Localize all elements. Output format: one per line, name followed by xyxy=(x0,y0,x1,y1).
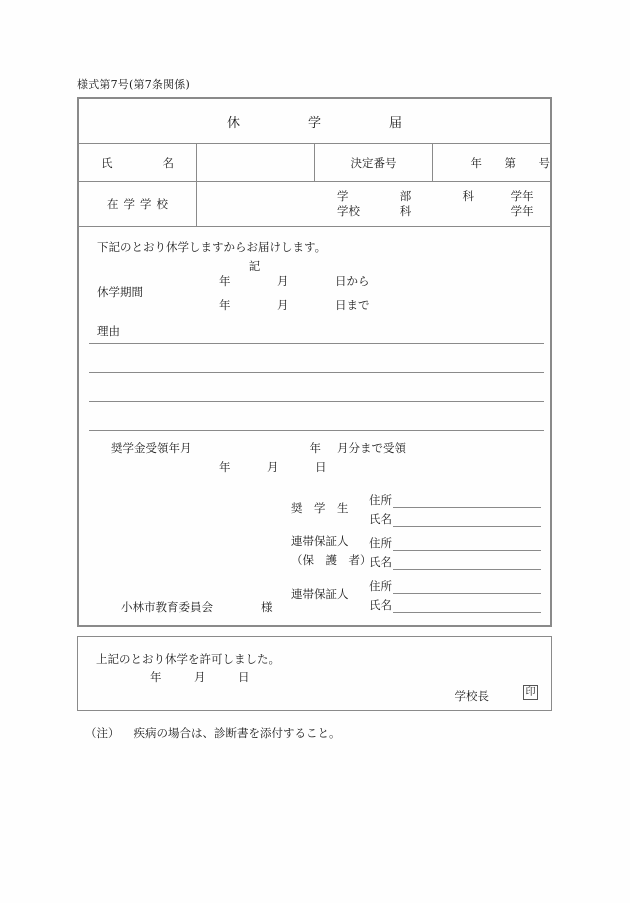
footnote-text: 疾病の場合は、診断書を添付すること。 xyxy=(133,726,341,740)
signature-fields-student xyxy=(369,489,541,527)
decision-number-format xyxy=(471,155,551,171)
body-cell xyxy=(79,227,551,626)
signature-guarantor-guardian-name-line[interactable] xyxy=(393,556,541,570)
leave-date-from[interactable] xyxy=(219,269,370,293)
leave-from-year: 年 xyxy=(219,274,231,288)
main-form-table xyxy=(77,97,552,627)
document-title: 休 学 届 xyxy=(226,115,416,131)
ki-mark: 記 xyxy=(248,259,261,273)
lead-statement: 下記のとおり休学しますからお届けします。 xyxy=(97,240,327,254)
principal-label: 学校長 xyxy=(454,689,489,703)
signature-role-guarantor-second-line1: 連帯保証人 xyxy=(291,586,349,601)
signature-role-guarantor-guardian xyxy=(291,532,372,570)
scholarship-date-row[interactable] xyxy=(219,459,327,475)
school-line2-grade: 学年 xyxy=(510,204,534,218)
signature-guarantor-second-address-label: 住所 xyxy=(369,579,392,593)
scholarship-date-year: 年 xyxy=(219,460,231,474)
signature-role-guarantor-second xyxy=(291,585,369,604)
approval-date[interactable] xyxy=(150,669,250,685)
approval-statement: 上記のとおり休学を許可しました。 xyxy=(96,652,280,666)
approval-date-month: 月 xyxy=(194,670,206,684)
scholarship-label: 奨学金受領年月 xyxy=(111,441,192,455)
signature-student-name-label: 氏名 xyxy=(369,512,392,526)
school-line1-grade: 学年 xyxy=(510,189,534,203)
approval-date-day: 日 xyxy=(238,670,250,684)
school-field-grid xyxy=(197,189,550,219)
name-label: 氏 名 xyxy=(101,155,183,170)
signature-group-guarantor-second xyxy=(291,575,541,613)
leave-from-day: 日から xyxy=(335,274,370,288)
reason-label: 理由 xyxy=(97,324,120,338)
leave-to-year: 年 xyxy=(219,298,231,312)
signature-student-name[interactable] xyxy=(369,508,541,527)
signature-guarantor-second-name[interactable] xyxy=(369,594,541,613)
signature-student-address-label: 住所 xyxy=(369,493,392,507)
name-row xyxy=(79,144,551,182)
signature-group-guarantor-guardian xyxy=(291,532,541,570)
signature-guarantor-guardian-name[interactable] xyxy=(369,551,541,570)
signature-fields-guarantor-guardian xyxy=(369,532,541,570)
addressee-row xyxy=(121,599,273,615)
signature-role-guarantor-line2: （保 護 者） xyxy=(291,553,372,567)
scholarship-year: 年 xyxy=(309,441,321,455)
signature-block xyxy=(291,489,541,618)
signature-student-name-line[interactable] xyxy=(393,513,541,527)
signature-group-student xyxy=(291,489,541,527)
decision-number-label-cell xyxy=(315,144,433,182)
leave-to-month: 月 xyxy=(277,298,289,312)
scholarship-date-day: 日 xyxy=(315,460,327,474)
signature-fields-guarantor-second xyxy=(369,575,541,613)
school-line2-blank xyxy=(462,204,510,219)
signature-guarantor-second-name-line[interactable] xyxy=(393,599,541,613)
signature-guarantor-guardian-address[interactable] xyxy=(369,532,541,551)
name-label-cell xyxy=(79,144,197,182)
title-row xyxy=(79,99,551,144)
school-input-cell[interactable] xyxy=(197,182,551,227)
school-line2-gakkou: 学校 xyxy=(337,204,360,218)
school-label: 在学学校 xyxy=(107,197,173,211)
school-line1-ka: 科 xyxy=(462,189,474,203)
school-line2-ka: 科 xyxy=(399,204,412,218)
form-number: 様式第7号(第7条関係) xyxy=(77,78,190,91)
scholarship-date-month: 月 xyxy=(267,460,279,474)
title-cell xyxy=(79,99,551,144)
addressee-honorific: 様 xyxy=(261,600,273,614)
school-field-line-2 xyxy=(337,204,538,219)
school-field-line-1 xyxy=(337,189,538,204)
seal-icon[interactable]: 印 xyxy=(523,685,538,700)
leave-period-label: 休学期間 xyxy=(97,285,143,299)
addressee-name: 小林市教育委員会 xyxy=(121,600,213,614)
leave-to-day: 日まで xyxy=(335,298,370,312)
signature-guarantor-guardian-address-label: 住所 xyxy=(369,536,392,550)
body-row xyxy=(79,227,551,626)
scholarship-receipt-row[interactable] xyxy=(111,440,406,456)
reason-line-4[interactable] xyxy=(89,430,544,431)
footnote-marker: （注） xyxy=(85,726,120,740)
signature-role-student-line1: 奨 学 生 xyxy=(291,500,349,515)
school-row xyxy=(79,182,551,227)
signature-guarantor-guardian-name-label: 氏名 xyxy=(369,555,392,569)
signature-guarantor-second-name-label: 氏名 xyxy=(369,598,392,612)
school-line1-gakubu-prefix: 学 xyxy=(337,189,349,203)
signature-student-address-line[interactable] xyxy=(393,494,541,508)
decision-no-suffix: 号 xyxy=(538,155,550,170)
scholarship-until: 月分まで受領 xyxy=(337,441,406,455)
school-line1-bu: 部 xyxy=(399,189,412,203)
decision-number-label: 決定番号 xyxy=(350,155,397,170)
reason-line-3[interactable] xyxy=(89,401,544,402)
leave-from-month: 月 xyxy=(277,274,289,288)
reason-line-1[interactable] xyxy=(89,343,544,344)
signature-guarantor-guardian-address-line[interactable] xyxy=(393,537,541,551)
approval-box xyxy=(77,636,552,711)
signature-student-address[interactable] xyxy=(369,489,541,508)
name-input-cell[interactable] xyxy=(197,144,315,182)
decision-year-marker: 年 xyxy=(470,155,482,170)
signature-role-student xyxy=(291,499,369,518)
signature-role-guarantor-line1: 連帯保証人 xyxy=(291,534,349,548)
signature-guarantor-second-address-line[interactable] xyxy=(393,580,541,594)
reason-line-2[interactable] xyxy=(89,372,544,373)
decision-number-input-cell[interactable] xyxy=(433,144,551,182)
decision-no-prefix: 第 xyxy=(504,155,516,170)
leave-period-dates[interactable] xyxy=(219,269,370,317)
leave-date-to[interactable] xyxy=(219,293,370,317)
signature-guarantor-second-address[interactable] xyxy=(369,575,541,594)
body-content xyxy=(79,227,550,625)
approval-date-year: 年 xyxy=(150,670,162,684)
footnote xyxy=(85,725,341,741)
school-label-cell xyxy=(79,182,197,227)
